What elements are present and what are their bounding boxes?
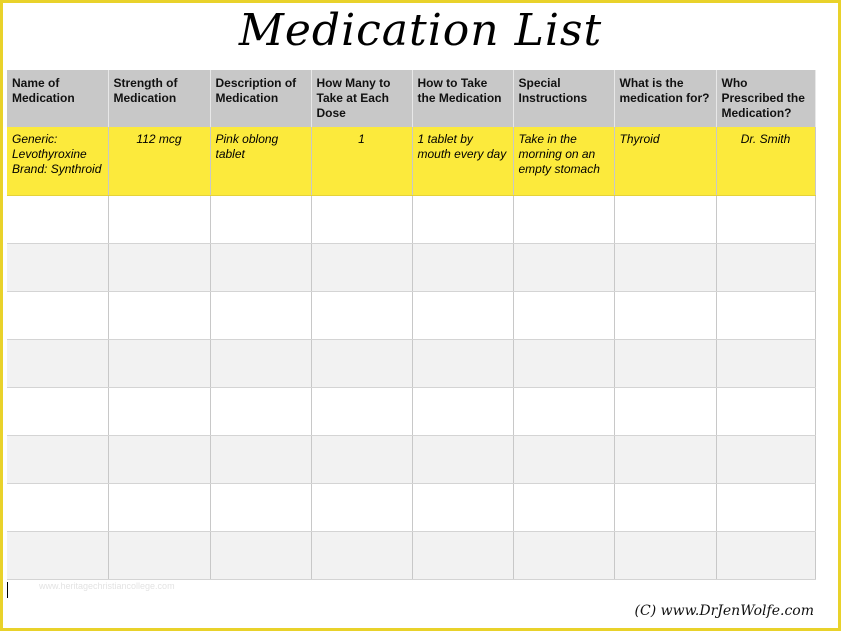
table-cell[interactable] (412, 388, 513, 436)
example-row (7, 127, 815, 196)
table-cell[interactable] (513, 436, 614, 484)
table-row (7, 388, 815, 436)
table-cell[interactable] (412, 196, 513, 244)
table-cell[interactable] (210, 436, 311, 484)
table-cell[interactable] (412, 436, 513, 484)
table-cell[interactable] (614, 532, 716, 580)
table-cell[interactable] (614, 388, 716, 436)
table-cell[interactable] (716, 292, 815, 340)
table-cell[interactable] (716, 484, 815, 532)
medication-table (7, 70, 816, 580)
table-cell[interactable] (614, 292, 716, 340)
cell-strength[interactable]: 112 mcg (108, 127, 210, 196)
table-row (7, 484, 815, 532)
table-cell[interactable] (311, 340, 412, 388)
table-cell[interactable] (210, 484, 311, 532)
table-cell[interactable] (311, 436, 412, 484)
table-cell[interactable] (614, 244, 716, 292)
header-instructions: Special Instructions (513, 70, 614, 127)
header-strength: Strength of Medication (108, 70, 210, 127)
header-dose: How Many to Take at Each Dose (311, 70, 412, 127)
table-cell[interactable] (513, 244, 614, 292)
copyright-notice: (C) www.DrJenWolfe.com (634, 603, 814, 619)
table-cell[interactable] (614, 436, 716, 484)
table-cell[interactable] (311, 292, 412, 340)
table-cell[interactable] (513, 388, 614, 436)
header-row (7, 70, 815, 127)
table-cell[interactable] (412, 484, 513, 532)
table-cell[interactable] (210, 292, 311, 340)
cell-name[interactable]: Generic: Levothyroxine Brand: Synthroid (7, 127, 108, 196)
table-cell[interactable] (412, 532, 513, 580)
table-cell[interactable] (412, 292, 513, 340)
table-cell[interactable] (716, 532, 815, 580)
table-cell[interactable] (716, 388, 815, 436)
table-cell[interactable] (311, 244, 412, 292)
header-purpose: What is the medication for? (614, 70, 716, 127)
table-cell[interactable] (210, 532, 311, 580)
table-row (7, 436, 815, 484)
table-row (7, 340, 815, 388)
table-row (7, 292, 815, 340)
table-cell[interactable] (716, 340, 815, 388)
page-title: Medication List (238, 5, 603, 56)
table-cell[interactable] (108, 532, 210, 580)
table-row (7, 196, 815, 244)
table-cell[interactable] (614, 196, 716, 244)
table-cell[interactable] (7, 436, 108, 484)
table-cell[interactable] (210, 244, 311, 292)
table-cell[interactable] (108, 484, 210, 532)
watermark: www.heritagechristiancollege.com (39, 581, 175, 591)
table-row (7, 532, 815, 580)
table-cell[interactable] (7, 196, 108, 244)
table-cell[interactable] (108, 388, 210, 436)
table-cell[interactable] (614, 484, 716, 532)
header-how: How to Take the Medication (412, 70, 513, 127)
table-cell[interactable] (210, 340, 311, 388)
table-cell[interactable] (108, 196, 210, 244)
cell-how[interactable]: 1 tablet by mouth every day (412, 127, 513, 196)
table-cell[interactable] (7, 388, 108, 436)
table-cell[interactable] (513, 340, 614, 388)
table-cell[interactable] (412, 244, 513, 292)
table-cell[interactable] (614, 340, 716, 388)
table-cell[interactable] (7, 484, 108, 532)
table-cell[interactable] (108, 244, 210, 292)
table-cell[interactable] (7, 340, 108, 388)
table-cell[interactable] (311, 532, 412, 580)
cell-instructions[interactable]: Take in the morning on an empty stomach (513, 127, 614, 196)
table-cell[interactable] (513, 196, 614, 244)
cell-description[interactable]: Pink oblong tablet (210, 127, 311, 196)
cell-prescriber[interactable]: Dr. Smith (716, 127, 815, 196)
table-cell[interactable] (210, 388, 311, 436)
table-cell[interactable] (108, 292, 210, 340)
cell-purpose[interactable]: Thyroid (614, 127, 716, 196)
table-cell[interactable] (7, 532, 108, 580)
table-cell[interactable] (7, 244, 108, 292)
table-cell[interactable] (513, 292, 614, 340)
table-cell[interactable] (716, 244, 815, 292)
table-cell[interactable] (716, 436, 815, 484)
cell-dose[interactable]: 1 (311, 127, 412, 196)
table-cell[interactable] (108, 340, 210, 388)
table-cell[interactable] (412, 340, 513, 388)
header-description: Description of Medication (210, 70, 311, 127)
table-cell[interactable] (210, 196, 311, 244)
header-name: Name of Medication (7, 70, 108, 127)
table-cell[interactable] (311, 388, 412, 436)
table-cell[interactable] (513, 532, 614, 580)
header-prescriber: Who Prescribed the Medication? (716, 70, 815, 127)
table-cell[interactable] (716, 196, 815, 244)
table-cell[interactable] (7, 292, 108, 340)
text-cursor (7, 582, 8, 598)
table-cell[interactable] (311, 196, 412, 244)
table-row (7, 244, 815, 292)
table-cell[interactable] (513, 484, 614, 532)
table-cell[interactable] (311, 484, 412, 532)
table-cell[interactable] (108, 436, 210, 484)
